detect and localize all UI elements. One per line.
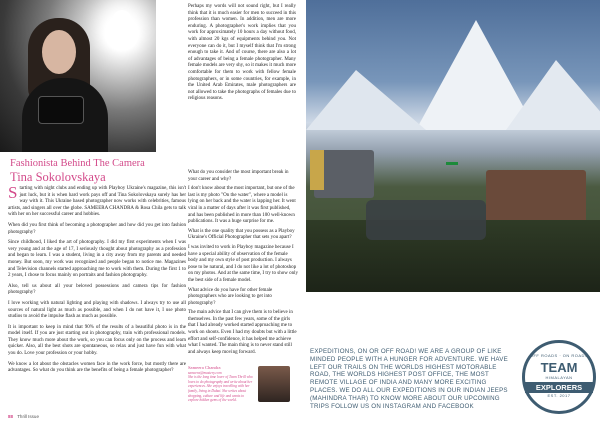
- page-number: 88: [8, 414, 14, 419]
- question: What do you consider the most important break in your career and why?: [188, 170, 289, 182]
- badge-sub: HIMALAYAN: [545, 375, 573, 380]
- answer: The main advice that I can give them is to believe in themselves. In the past few years, some of the girls that I had already worked started approaching me to work on shoots. Even I had my doubts but with a little effort and self-confidence, it has helped me achieve what I wanted. The main thing is to never stand still and always keep moving forward.: [188, 310, 297, 355]
- answer: I love working with natural lighting and playing with shadows. I always try to use all sources of natural light as much as possible, and when I do not have it, I use photo studios to avoid the impulse flash as much as possible.: [8, 300, 186, 320]
- author-name: Sameera Chandra: [188, 365, 221, 370]
- team-himalayan-explorers-logo: [522, 340, 596, 414]
- badge-bottom: EST. 2017: [547, 393, 571, 398]
- badge-band: EXPLORERS: [525, 382, 593, 393]
- subject-name: Tina Sokolovskaya: [10, 170, 106, 184]
- question: We know a lot about the obstacles women face in the work force, but mostly there are advantages. So what do you think are the benefits of being a female photographer?: [8, 361, 186, 374]
- author-photo: [258, 366, 290, 402]
- answer: I don't know about the most important, but one of the last is my photo "On the water", where a model is lying on her back and the water is lapping her. It went viral in a matter of days after it was first published, and has been published in more than 100 well-known publications. It was a huge surprise for me.: [188, 186, 296, 225]
- question: What advice do you have for other female photographers who are looking to get into photography?: [188, 287, 273, 306]
- answer: Perhaps my words will not sound right, but I really think that it is much easier for men to succeed in this profession than women. In addition, men are more enduring. A photographer's work implies that you work for approximately 10 hours a day without food, with almost 20 kgs of equipments behind you. Not everyone can do it, but I myself think that I'm strong enough to take it. And of course, there are also a lot of advantages of being a female photographer. Many female models are very shy, so it makes it much more comfortable for them to work with fellow female photographers, or in some countries, for example, in the United Arab Emirates, male photographers are not allowed to take the photographs of females due to religious reasons.: [188, 4, 296, 102]
- author-description: She is the long time lover of Team Thrill who loves to do photography and write about her experiences. She enjoys travelling with her family, living in Dubai. She writes about shopping, culture and life and wants to explore hidden gems of the world.: [188, 375, 253, 403]
- article-column-2-top: [188, 4, 296, 107]
- question: Also, tell us about all your beloved possessions and camera tips for fashion photography?: [8, 283, 186, 296]
- camera-icon: [38, 96, 84, 124]
- intro-paragraph: Starting with night clubs and ending up with Playboy Ukraine's magazine, this isn't just luck, but it is when hard work pays off and Tina Sokolovskaya surely has her way with it. This Ukraine based photographer now works with celebrities, famous artists, and singers all over the globe. SAMEERA CHANDRA & Rosa Chila gets to talk with her on her successful career and hobbies.: [8, 183, 186, 218]
- page-footer: [8, 414, 39, 419]
- answer: I was invited to work in Playboy magazine because I have a special ability of observation of the female body and my own style of post production. I always pose to be natural, and I do not like a lot of photoshop on my photos. And at the same time, I try to show only the best side of a female model.: [188, 244, 298, 283]
- author-email: sameera@mastery.com: [188, 370, 222, 375]
- author-bio: [188, 366, 254, 403]
- studio-light: [112, 10, 132, 32]
- badge-team: TEAM: [540, 360, 578, 375]
- headline: Fashionista Behind The Camera: [10, 158, 145, 169]
- question: What is the one quality that you possess as a Playboy Ukraine's Official Photographer that sets you apart?: [188, 228, 295, 241]
- badge-top: OFF ROADS · ON ROADS: [529, 353, 589, 358]
- drop-cap: S: [8, 183, 18, 202]
- photographer-portrait-image: [0, 0, 156, 152]
- promo-text: EXPEDITIONS, ON OR OFF ROAD! WE ARE A GROUP OF LIKE MINDED PEOPLE WITH A HUNGER FOR ADVENTURE. WE HAVE LEFT OUR TRAILS ON THE WORLDS HIGHEST MOTORABLE ROAD, THE WORLDS HIGHEST POST OFFICE, THE MOST REMOTE VILLAGE OF INDIA AND MANY MORE EXCITING PLACES. WE DO ALL OUR EXPEDITIONS IN OUR INDIAN JEEPS (MAHINDRA THAR) TO KNOW MORE ABOUT OUR UPCOMING TRIPS FOLLOW US ON INSTAGRAM AND FACEBOOK: [310, 348, 508, 410]
- answer: It is important to keep in mind that 90% of the results of a beautiful photo is in the model itself. If you are just starting out in photography, train with professional models. They know much more about the work, so you can focus only on the process and learn quicker. Also, all the best shots are spontaneous, so relax and just have fun with what you do. Love your profession or your hobby.: [8, 324, 186, 357]
- issue-label: Thrill Issue: [17, 414, 39, 419]
- mountain-expedition-image: [306, 0, 600, 292]
- article-title: [10, 158, 160, 185]
- article-column-2-bottom: [188, 170, 298, 359]
- article-column-1: [8, 183, 186, 379]
- question: When did you first think of becoming a photographer and how did you get into fashion photography?: [8, 222, 186, 235]
- answer: Since childhood, I liked the art of photography. I did my first experiments when I was very young and at the age of 17, I seriously thought about photography as a profession and began to learn. I was a student, living in a city away from my parents and needed money. But soon, my work was recognized and people began to notice me. Magazines and Television channels started approaching me to work with them. During the first 1 to 2 years, I chose to focus mainly on portraits and fashion photography.: [8, 240, 186, 279]
